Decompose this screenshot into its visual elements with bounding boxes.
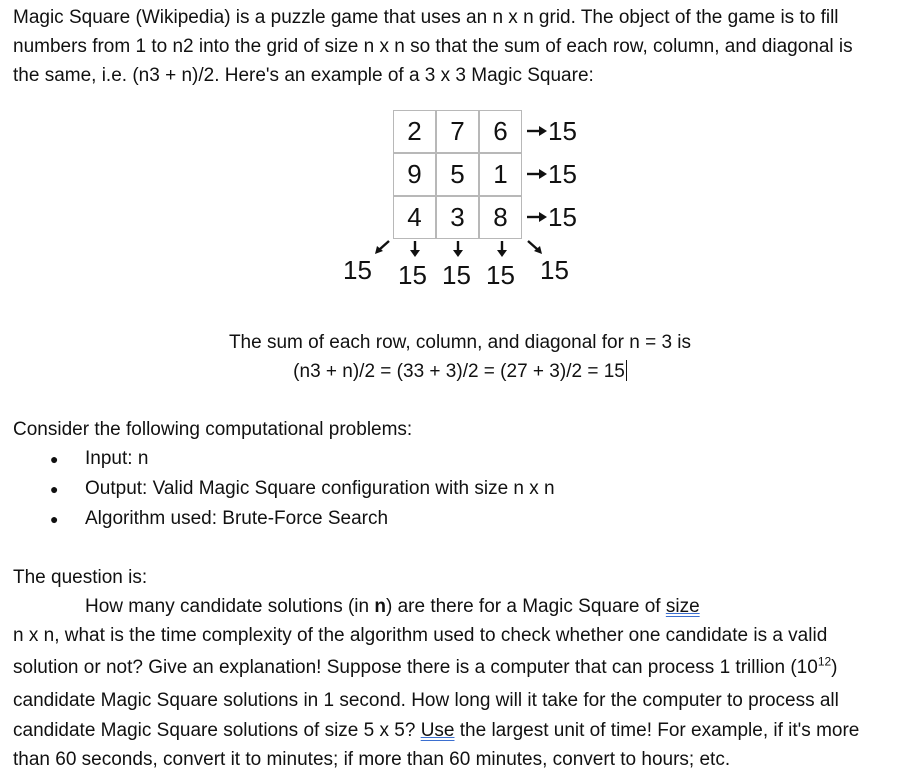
grid-cell: 2 (393, 110, 436, 153)
intro-line-3: the same, i.e. (n3 + n)/2. Here's an example of a 3 x 3 Magic Square: (13, 65, 594, 86)
grid-cell: 1 (479, 153, 522, 196)
right-arrow-icon (526, 124, 548, 138)
grid-cell: 6 (479, 110, 522, 153)
down-arrow-icon (495, 240, 509, 258)
list-item-text: Output: Valid Magic Square configuration with size n x n (85, 478, 555, 499)
question-line-4: candidate Magic Square solutions in 1 second. How long will it take for the computer to process all (13, 690, 839, 711)
question-line-1 (13, 592, 913, 621)
question-line-5 (13, 716, 913, 745)
grid-cell: 8 (479, 196, 522, 239)
question-section (13, 563, 913, 774)
superscript-exponent: 12 (817, 654, 832, 669)
sum-explanation-line-2 (0, 357, 920, 386)
bullet-icon: ● (50, 451, 59, 467)
grid-cell: 9 (393, 153, 436, 196)
bullet-icon: ● (50, 511, 59, 527)
question-line-2: n x n, what is the time complexity of the algorithm used to check whether one candidate is a valid (13, 625, 828, 646)
grammar-flag-use[interactable]: Use (420, 720, 455, 741)
problems-heading: Consider the following computational problems: (13, 419, 413, 440)
intro-line-2: numbers from 1 to n2 into the grid of size n x n so that the sum of each row, column, and diagonal is (13, 36, 853, 57)
grid-cell: 7 (436, 110, 479, 153)
question-text: ) are there for a Magic Square of (385, 596, 666, 617)
intro-paragraph (13, 3, 913, 90)
bullet-icon: ● (50, 481, 59, 497)
list-item-text: Input: n (85, 448, 149, 469)
question-text: ) (831, 657, 838, 678)
row-sum: 15 (548, 159, 577, 189)
question-text: solution or not? Give an explanation! Suppose there is a computer that can process 1 trillion (10 (13, 657, 818, 678)
diagonal-down-left-arrow-icon (372, 239, 392, 257)
column-sum: 15 (442, 260, 471, 290)
down-arrow-icon (451, 240, 465, 258)
list-item (13, 474, 555, 504)
question-line-3 (13, 650, 913, 686)
grid-cell: 4 (393, 196, 436, 239)
list-item (13, 504, 555, 534)
sum-explanation-line-1: The sum of each row, column, and diagonal for n = 3 is (228, 332, 692, 353)
question-text: the largest unit of time! For example, if it's more (454, 720, 860, 741)
right-arrow-icon (526, 167, 548, 181)
problems-list (13, 444, 555, 534)
column-sum: 15 (398, 260, 427, 290)
diagonal-sum-right: 15 (540, 255, 569, 285)
grid-cell: 5 (436, 153, 479, 196)
list-item-text: Algorithm used: Brute-Force Search (85, 508, 389, 529)
diagonal-sum-left: 15 (343, 255, 372, 285)
sum-formula: (n3 + n)/2 = (33 + 3)/2 = (27 + 3)/2 = 15 (293, 361, 625, 382)
list-item (13, 444, 555, 474)
question-text: How many candidate solutions (in (85, 596, 375, 617)
row-sum: 15 (548, 116, 577, 146)
down-arrow-icon (408, 240, 422, 258)
right-arrow-icon (526, 210, 548, 224)
question-heading: The question is: (13, 567, 148, 588)
question-line-6: than 60 seconds, convert it to minutes; if more than 60 minutes, convert to hours; etc. (13, 749, 731, 770)
column-sum: 15 (486, 260, 515, 290)
intro-line-1: Magic Square (Wikipedia) is a puzzle game that uses an n x n grid. The object of the game is to fill (13, 7, 839, 28)
question-bold-n: n (374, 596, 386, 617)
text-cursor (626, 360, 627, 381)
question-text: candidate Magic Square solutions of size 5 x 5? (13, 720, 421, 741)
grammar-flag-size[interactable]: size (665, 596, 700, 617)
grid-cell: 3 (436, 196, 479, 239)
row-sum: 15 (548, 202, 577, 232)
